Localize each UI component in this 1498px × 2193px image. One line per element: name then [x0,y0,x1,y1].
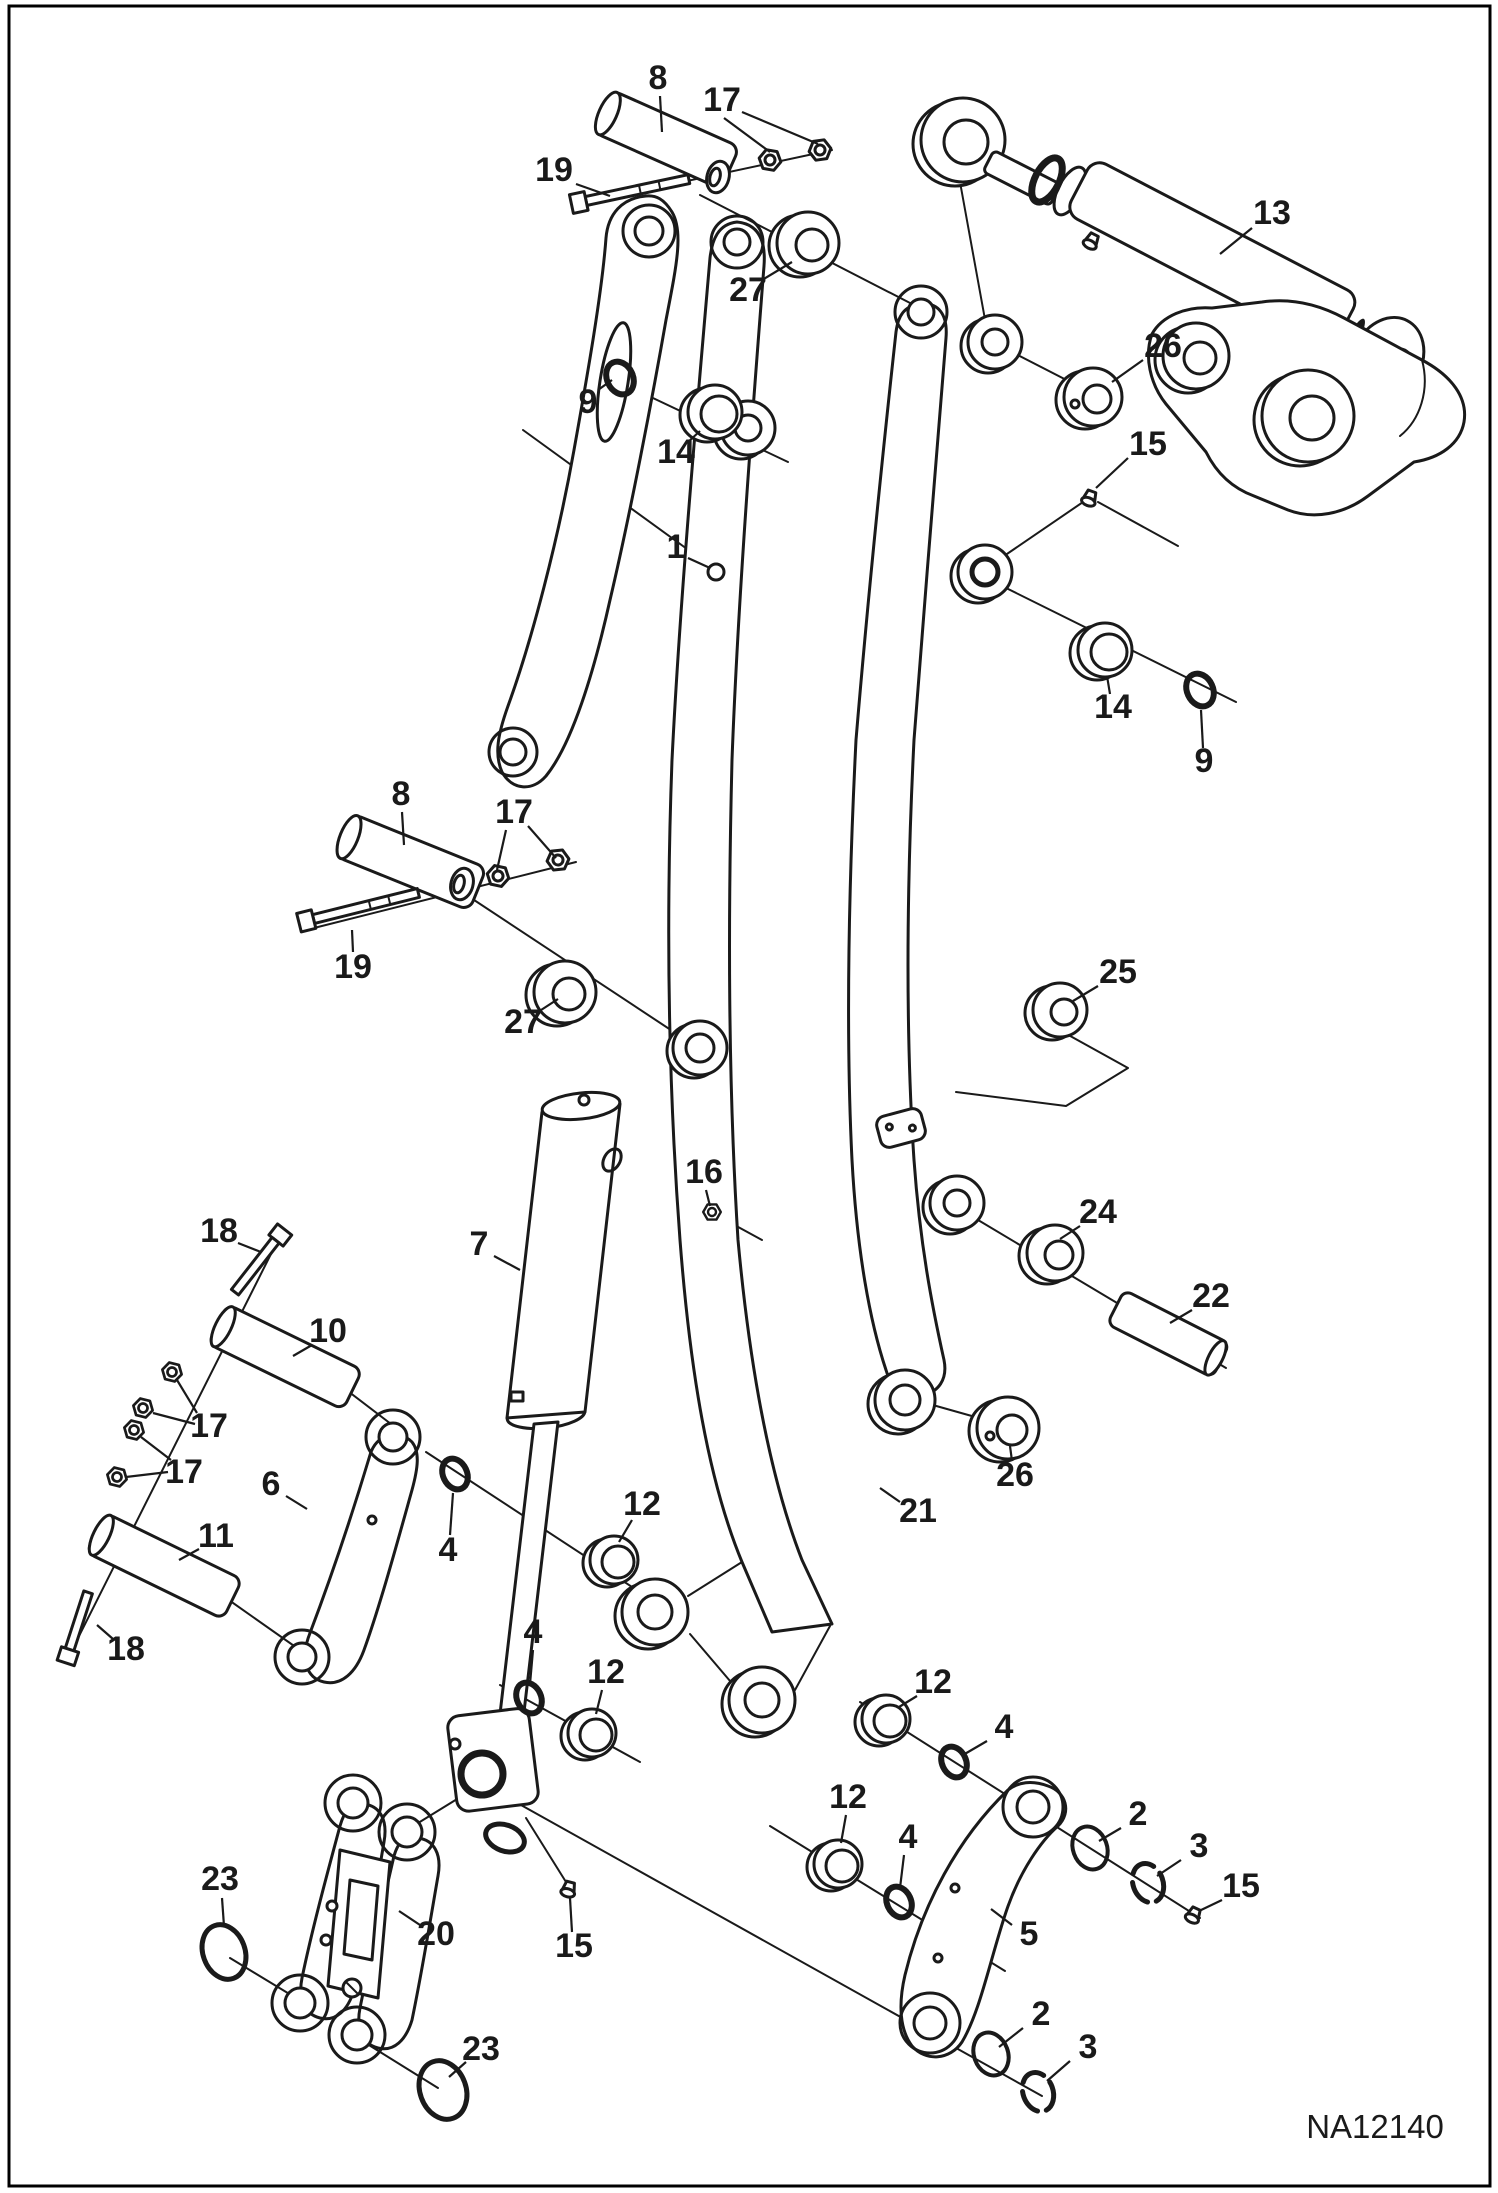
artwork-layer [57,89,1464,2126]
nut-17-icon [758,149,783,172]
callout-12b: 12 [587,1652,625,1691]
link-6 [275,1410,420,1684]
bushing-27-upper [769,212,839,277]
callout-12d: 12 [829,1777,867,1816]
callout-14a: 14 [657,432,695,471]
boom-left-plate [489,196,678,787]
bushing-12-b [561,1709,616,1760]
callout-4a: 4 [438,1530,458,1569]
leader-line-12d [841,1815,846,1843]
callout-25: 25 [1099,952,1137,991]
bolt-18-lower [57,1590,97,1666]
callout-6: 6 [261,1464,281,1503]
leader-line-4c [963,1741,987,1755]
oring-4-a [437,1454,472,1493]
callout-14b: 14 [1094,687,1132,726]
leader-line-17d-1 [126,1472,168,1477]
leader-line-3a [1157,1860,1181,1876]
nut-17-icon [546,849,570,870]
screw-15-icon [560,1880,577,1898]
callout-17b: 17 [495,792,533,831]
oring-23-a [195,1919,254,1986]
leader-line-3b [1047,2061,1070,2081]
bushing-12-d [807,1840,862,1891]
cylinder-plug-icon [579,1095,589,1105]
bushing-12-a [583,1536,638,1587]
bushing-26-lower [969,1397,1039,1462]
callout-12c: 12 [914,1662,952,1701]
callout-15a: 15 [1129,424,1167,463]
callout-20: 20 [417,1914,455,1953]
nut-17-icon [105,1466,128,1487]
callout-13: 13 [1253,193,1291,232]
callout-3a: 3 [1189,1826,1209,1865]
callout-3b: 3 [1078,2027,1098,2066]
leader-line-21 [880,1488,900,1502]
callout-1: 1 [666,527,686,566]
cylinder-rod [500,1422,558,1714]
leader-line-15a [1096,458,1128,488]
callout-4b: 4 [523,1612,543,1651]
callout-18a: 18 [200,1211,238,1250]
leader-line-4d [900,1855,904,1888]
callout-7: 7 [469,1224,489,1263]
leader-line-4a [450,1493,453,1535]
callout-8b: 8 [391,774,411,813]
bushing-25 [1025,983,1087,1040]
callout-4c: 4 [994,1707,1014,1746]
callout-19b: 19 [334,947,372,986]
leader-line-6 [286,1496,307,1509]
oring-9-right [1181,669,1219,711]
link-20 [272,1775,439,2063]
leader-line-15b [1199,1900,1222,1911]
bushing-12-c [855,1695,910,1746]
callout-24: 24 [1079,1192,1117,1231]
callout-19a: 19 [535,150,573,189]
callout-5: 5 [1019,1914,1039,1953]
callout-11: 11 [198,1516,234,1555]
callout-9a: 9 [578,382,598,421]
callout-27a: 27 [729,270,767,309]
bushing-14-right [1070,623,1132,680]
callout-15b: 15 [1222,1866,1260,1905]
leader-line-7 [494,1256,520,1270]
drawing-number: NA12140 [1306,2108,1444,2145]
callout-26b: 26 [996,1455,1034,1494]
cylinder-port-icon [1082,231,1101,251]
bolt-19-mid [297,884,421,932]
callout-17c: 17 [190,1406,228,1445]
leader-line-26a [1112,360,1143,382]
callout-26a: 26 [1144,326,1182,365]
callout-8a: 8 [648,58,668,97]
callout-15c: 15 [555,1926,593,1965]
leader-line-18a [238,1243,261,1252]
callout-17d: 17 [165,1452,203,1491]
callout-22: 22 [1192,1276,1230,1315]
leader-line-23a [222,1898,224,1926]
callout-23a: 23 [201,1859,239,1898]
callout-16: 16 [685,1152,723,1191]
callout-27b: 27 [504,1002,542,1041]
callout-18b: 18 [107,1629,145,1668]
grease-fitting-icon [450,1739,460,1749]
screw-15-icon [1080,489,1098,508]
bolt-16-icon [703,1204,721,1219]
cylinder-valve-icon [511,1392,523,1401]
oring-2-b [968,2028,1015,2081]
bushing-26-upper [1056,368,1122,429]
leader-line-17b [497,830,506,870]
callout-21: 21 [899,1491,937,1530]
callout-23b: 23 [462,2029,500,2068]
snap-ring-3-a [1127,1859,1169,1907]
callout-12a: 12 [623,1484,661,1523]
bushing-24 [1019,1225,1083,1284]
check-ball-1 [708,564,724,580]
callout-9b: 9 [1194,741,1214,780]
nut-17-icon [131,1397,154,1418]
boom-right-plate [849,286,1022,1434]
callout-10: 10 [309,1311,347,1350]
oring-4-d [881,1882,916,1921]
callout-4d: 4 [898,1817,918,1856]
callout-2a: 2 [1128,1794,1148,1833]
nut-17-icon [160,1361,183,1382]
callout-17a: 17 [703,80,741,119]
callout-2b: 2 [1031,1994,1051,2033]
